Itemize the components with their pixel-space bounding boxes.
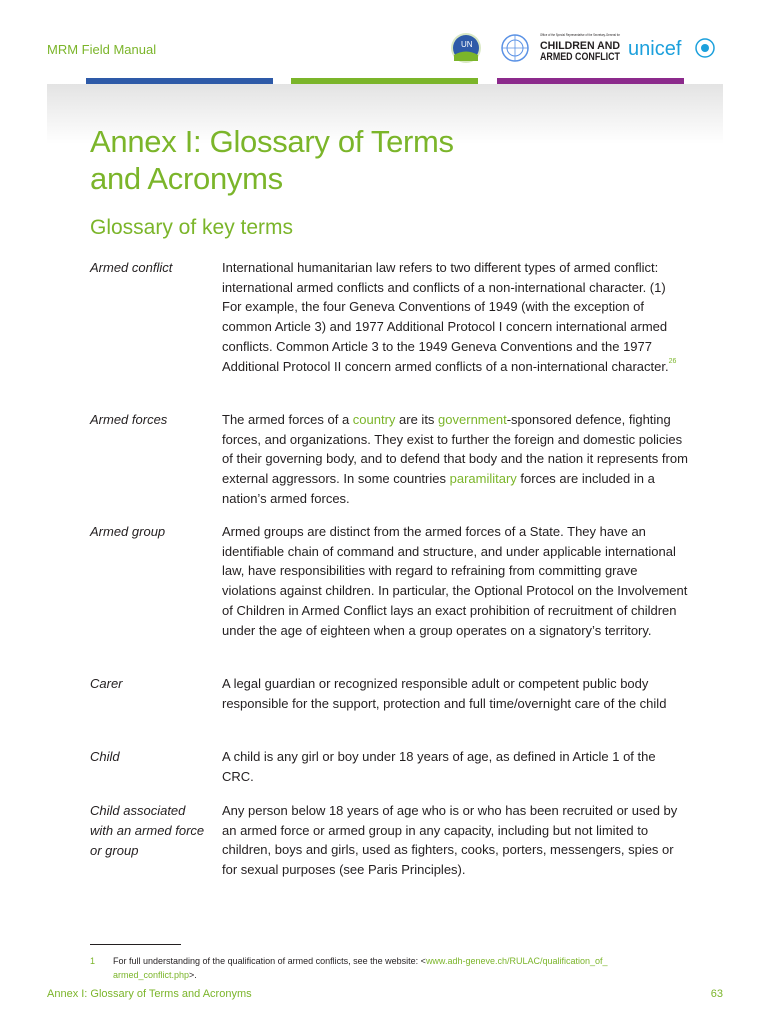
glossary-definition: Any person below 18 years of age who is or who has been recruited or used by an armed force or armed group in any capacity, including but not limited to children, boys and girls, used as fighters, cooks, porters, messengers, spies or for sexual purposes (see Paris Principles). [222, 803, 678, 878]
glossary-definition: The armed forces of a country are its government-sponsored defence, fighting forces, and organizations. They exist to further the foreign and domestic policies of their governing body, and to defend that body and the nation it represents from external aggressors. In some countries paramilitary forces are included in a nation’s armed forces. [222, 412, 688, 506]
section-title: Glossary of key terms [90, 216, 294, 239]
footnote-number: 1 [90, 956, 96, 966]
un-badge-text: UN [461, 40, 473, 49]
srsg-caac-logo [540, 32, 620, 63]
manual-title: MRM Field Manual [47, 42, 157, 57]
glossary-term: Armed conflict [90, 260, 173, 275]
page-title-line2: and Acronyms [90, 161, 283, 196]
partner-logos [448, 28, 720, 68]
glossary-term: Child associated with an armed force or group [90, 803, 205, 858]
header-color-bars [86, 78, 684, 84]
glossary-term: Armed forces [90, 412, 168, 427]
header-bar-purple [497, 78, 684, 84]
link-paramilitary[interactable]: paramilitary [449, 471, 517, 487]
srsg-text-line1: CHILDREN AND [540, 40, 621, 52]
footer-section-title: Annex I: Glossary of Terms and Acronyms [47, 988, 252, 1000]
glossary-definition: International humanitarian law refers to two different types of armed conflict: international armed conflicts and conflicts of a non-international character. (1) For example, the four Geneva Conventions of 1949 (with the exception of common Article 3) and 1977 Additional Protocol I concern international armed conflicts. Common Article 3 to the 1949 Geneva Conventions and the 1977 Additional Protocol II concern armed conflicts of a non-international character.$^{26}$ [222, 260, 677, 374]
header-bar-blue [86, 78, 273, 84]
footnote-divider [90, 944, 181, 945]
page-number: 63 [710, 988, 723, 1000]
unicef-wordmark: unicef [628, 38, 682, 60]
un-badge-logo [451, 33, 481, 63]
glossary-definition: A child is any girl or boy under 18 years of age, as defined in Article 1 of the CRC. [222, 749, 656, 784]
link-country[interactable]: country [352, 412, 396, 427]
page-title-line1: Annex I: Glossary of Terms [90, 124, 454, 159]
footnote-link[interactable]: www.adh-geneve.ch/RULAC/qualification_of_ armed_conflict.php [113, 956, 608, 980]
srsg-office-text: Office of the Special Representative of the Secretary-General for [540, 32, 621, 37]
header-bar-green [291, 78, 478, 84]
glossary-term: Carer [90, 676, 123, 691]
srsg-text-line2: ARMED CONFLICT [540, 51, 621, 63]
footnote-ref[interactable]: 26 [668, 357, 677, 365]
glossary-definition: A legal guardian or recognized responsible adult or competent public body responsible for the support, protection and full time/overnight care of the child [222, 676, 667, 711]
unicef-logo [628, 38, 714, 60]
link-government[interactable]: government [438, 412, 507, 427]
glossary-term: Child [90, 749, 120, 764]
page-title [90, 123, 610, 197]
glossary-definition: Armed groups are distinct from the armed forces of a State. They have an identifiable chain of command and structure, and under applicable international law, have responsibilities with regard to refraining from committing grave violations against children. In particular, the Optional Protocol on the Involvement of Children in Armed Conflict lays an exact prohibition of recruitment of children under the age of eighteen when a group operates on a signatory’s territory. [222, 524, 688, 638]
glossary-term: Armed group [90, 524, 166, 539]
un-emblem-icon [502, 35, 528, 61]
